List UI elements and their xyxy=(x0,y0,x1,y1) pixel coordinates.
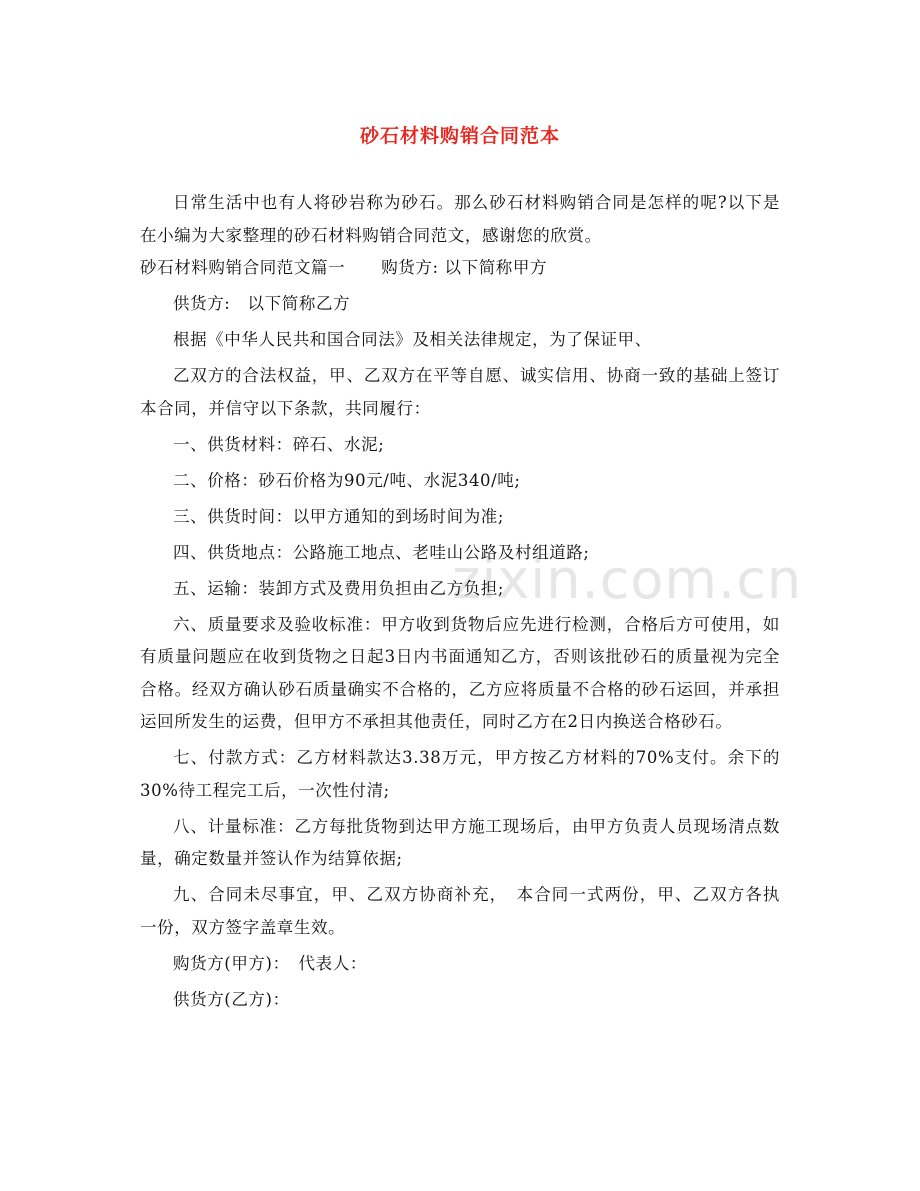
basis-line-1: 根据《中华人民共和国合同法》及相关法律规定，为了保证甲、 xyxy=(173,330,652,349)
signature-buyer: 购货方(甲方)： 代表人： xyxy=(173,953,367,973)
document-title: 砂石材料购销合同范本 xyxy=(359,125,560,147)
watermark: zixin.com.cn xyxy=(452,548,803,611)
section-heading-line xyxy=(140,252,780,285)
clause-4: 四、供货地点：公路施工地点、老哇山公路及村组道路; xyxy=(173,542,590,562)
clause-2: 二、价格：砂石价格为90元/吨、水泥340/吨; xyxy=(173,470,521,490)
intro-paragraph: 日常生活中也有人将砂岩称为砂石。那么砂石材料购销合同是怎样的呢?以下是在小编为大家整理的砂石材料购销合同范文，感谢您的欣赏。 xyxy=(140,193,780,245)
clause-1: 一、供货材料：碎石、水泥; xyxy=(173,434,385,454)
clause-3: 三、供货时间：以甲方通知的到场时间为准; xyxy=(173,506,505,526)
clause-5: 五、运输：装卸方式及费用负担由乙方负担; xyxy=(173,578,505,598)
seller-line: 供货方: 以下简称乙方 xyxy=(173,294,351,313)
clause-7: 七、付款方式：乙方材料款达3.38万元，甲方按乙方材料的70%支付。余下的30%待工程完工后，一次性付清; xyxy=(140,748,780,800)
clause-8: 八、计量标准：乙方每批货物到达甲方施工现场后，由甲方负责人员现场清点数量，确定数量并签认作为结算依据; xyxy=(140,816,780,868)
section-heading: 砂石材料购销合同范文篇一 xyxy=(140,258,346,277)
signature-seller: 供货方(乙方)： xyxy=(173,989,290,1009)
clause-9: 九、合同未尽事宜，甲、乙双方协商补充， 本合同一式两份，甲、乙双方各执一份，双方签字盖章生效。 xyxy=(140,885,780,937)
clause-6: 六、质量要求及验收标准：甲方收到货物后应先进行检测，合格后方可使用，如有质量问题应在收到货物之日起3日内书面通知乙方，否则该批砂石的质量视为完全合格。经双方确认砂石质量确实不合格的，乙方应将质量不合格的砂石运回，并承担运回所发生的运费，但甲方不承担其他责任，同时乙方在2日内换送合格砂石。 xyxy=(140,614,780,731)
document-body xyxy=(140,187,780,1016)
buyer-line: 购货方: 以下简称甲方 xyxy=(381,258,548,277)
basis-line-2: 乙双方的合法权益，甲、乙双方在平等自愿、诚实信用、协商一致的基础上签订本合同，并信守以下条款，共同履行： xyxy=(140,366,780,418)
